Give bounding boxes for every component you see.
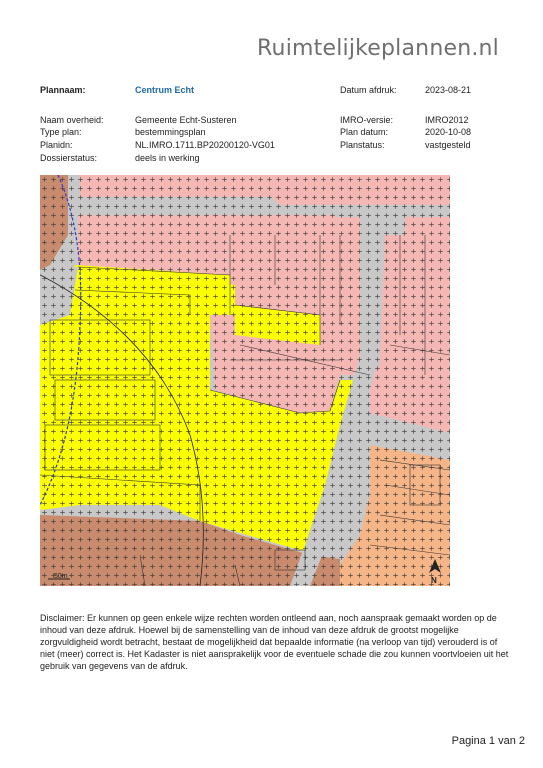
zoning-map[interactable] <box>40 175 450 586</box>
planstatus-label: Planstatus: <box>340 140 385 150</box>
dossierstatus-label: Dossierstatus: <box>40 153 98 163</box>
imro-versie-value: IMRO2012 <box>425 115 469 125</box>
datum-afdruk-label: Datum afdruk: <box>340 85 397 95</box>
planstatus-value: vastgesteld <box>425 140 471 150</box>
site-logo-text: Ruimtelijkeplannen.nl <box>257 36 499 61</box>
datum-afdruk-value: 2023-08-21 <box>425 85 472 95</box>
imro-versie-label: IMRO-versie: <box>340 115 394 125</box>
naam-overheid-value: Gemeente Echt-Susteren <box>135 115 237 125</box>
zoning-map-canvas[interactable] <box>40 175 450 586</box>
plan-datum-value: 2020-10-08 <box>425 127 472 137</box>
planidn-label: Planidn: <box>40 140 73 150</box>
scale-label: 50m <box>54 573 68 580</box>
plan-datum-label: Plan datum: <box>340 127 389 137</box>
naam-overheid-label: Naam overheid: <box>40 115 104 125</box>
page-number: Pagina 1 van 2 <box>451 735 525 747</box>
plannaam-label: Plannaam: <box>40 85 86 95</box>
dossierstatus-value: deels in werking <box>135 153 200 163</box>
plus-pattern-overlay <box>40 175 450 586</box>
north-label: N <box>431 576 437 585</box>
planidn-value: NL.IMRO.1711.BP20200120-VG01 <box>135 140 275 150</box>
type-plan-label: Type plan: <box>40 127 82 137</box>
type-plan-value: bestemmingsplan <box>135 127 206 137</box>
disclaimer-text: Disclaimer: Er kunnen op geen enkele wijze rechten worden ontleend aan, noch aanspraak gemaakt worden op de inhoud van deze afdruk. Hoewel bij de samenstelling van de inhoud van deze afdruk de grootst mogelijke zorgvuldigheid wordt betracht, bestaat de mogelijkheid dat bepaalde informatie (na verloop van tijd) verouderd is of niet (meer) correct is. Het Kadaster is niet aansprakelijk voor de eventuele schade die zou kunnen voortvloeien uit het gebruik van gegevens van de afdruk. <box>40 613 509 671</box>
plannaam-value: Centrum Echt <box>135 85 195 95</box>
